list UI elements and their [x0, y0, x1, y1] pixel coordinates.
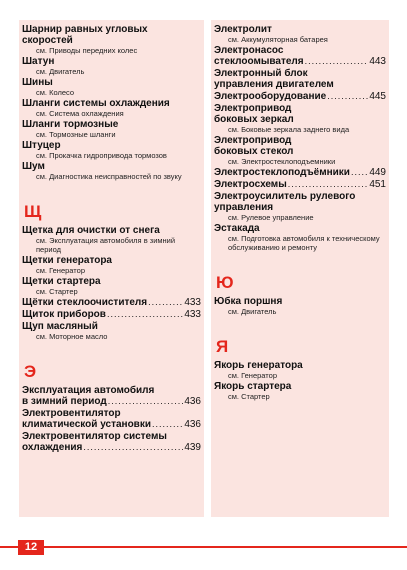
index-entry	[22, 385, 201, 407]
entry-reference: см. Моторное масло	[36, 332, 108, 341]
entry-title: Якорь стартера	[214, 381, 292, 392]
index-entry	[22, 98, 201, 118]
entry-reference: см. Генератор	[36, 266, 85, 275]
leader-dots	[148, 297, 183, 308]
entry-page: 436	[184, 396, 201, 407]
entry-title-cont: боковых зеркал	[214, 114, 294, 125]
entry-title: Электровентилятор	[22, 408, 121, 419]
entry-title: Электростеклоподъёмники	[214, 167, 350, 178]
entry-reference: см. Аккумуляторная батарея	[228, 35, 328, 44]
entry-reference: см. Система охлаждения	[36, 109, 124, 118]
entry-title-cont: охлаждения	[22, 442, 83, 453]
section-letter: Я	[216, 337, 229, 356]
entry-title-cont: в зимний период	[22, 396, 107, 407]
entry-title-cont: боковых стекол	[214, 146, 294, 157]
index-entry	[22, 161, 201, 181]
index-entry-line	[22, 309, 201, 320]
index-entry-line	[22, 297, 201, 308]
entry-page: 433	[184, 309, 201, 320]
index-entry	[22, 77, 201, 97]
page-number: 12	[18, 540, 44, 555]
index-entry	[214, 24, 386, 44]
index-entry-line	[22, 442, 201, 453]
entry-title: Электровентилятор системы	[22, 431, 167, 442]
index-entry	[22, 276, 201, 296]
entry-title: Электрооборудование	[214, 91, 327, 102]
entry-title: Щетки генератора	[22, 255, 112, 266]
entry-title-cont: климатической установки	[22, 419, 151, 430]
entry-title: Щётки стеклоочистителя	[22, 297, 148, 308]
index-entry	[22, 56, 201, 76]
entry-title: Штуцер	[22, 140, 61, 151]
entry-title: Электропривод	[214, 135, 292, 146]
entry-title-cont: стеклоомывателя	[214, 56, 304, 67]
section-gap	[22, 182, 201, 196]
index-column-left	[19, 20, 204, 517]
index-entry	[214, 45, 386, 67]
entry-title: Щетка для очистки от снега	[22, 225, 160, 236]
entry-page: 449	[369, 167, 386, 178]
index-entry-line	[22, 419, 201, 430]
index-list-right	[211, 20, 389, 401]
section-letter: Э	[24, 362, 37, 381]
entry-reference: см. Стартер	[36, 287, 78, 296]
entry-title: Электропривод	[214, 103, 292, 114]
entry-reference: см. Подготовка автомобиля к техническому обслуживанию и ремонту	[228, 234, 380, 252]
entry-reference: см. Колесо	[36, 88, 75, 97]
entry-title: Шарнир равных угловых скоростей	[22, 24, 148, 46]
entry-reference: см. Боковые зеркала заднего вида	[228, 125, 350, 134]
leader-dots	[83, 442, 183, 453]
index-entry-line	[22, 396, 201, 407]
index-entry	[214, 360, 386, 380]
entry-title-cont: управления двигателем	[214, 79, 334, 90]
index-entry	[22, 140, 201, 160]
entry-title: Эксплуатация автомобиля	[22, 385, 155, 396]
entry-reference: см. Генератор	[228, 371, 277, 380]
footer-rule	[0, 546, 407, 548]
section-letter: Ю	[216, 273, 234, 292]
index-column-right	[211, 20, 389, 517]
index-entry-line	[214, 91, 386, 102]
entry-title-cont: управления	[214, 202, 274, 213]
entry-page: 436	[184, 419, 201, 430]
leader-dots	[327, 91, 368, 102]
index-entry	[214, 381, 386, 401]
index-entry	[22, 309, 201, 320]
index-entry	[22, 431, 201, 453]
leader-dots	[351, 167, 368, 178]
index-entry	[22, 119, 201, 139]
entry-title: Электронный блок	[214, 68, 308, 79]
index-entry-line	[214, 179, 386, 190]
entry-page: 445	[369, 91, 386, 102]
index-entry	[214, 91, 386, 102]
entry-title: Юбка поршня	[214, 296, 283, 307]
entry-title: Эстакада	[214, 223, 260, 234]
index-entry	[22, 321, 201, 341]
index-entry	[22, 297, 201, 308]
entry-title: Электролит	[214, 24, 272, 35]
leader-dots	[107, 309, 183, 320]
section-letter: Щ	[24, 202, 42, 221]
entry-title: Шум	[22, 161, 45, 172]
entry-title: Шатун	[22, 56, 55, 67]
entry-title: Щуп масляный	[22, 321, 98, 332]
index-entry	[214, 296, 386, 316]
index-entry	[214, 68, 386, 90]
entry-title: Электроусилитель рулевого	[214, 191, 356, 202]
index-entry	[22, 408, 201, 430]
leader-dots	[288, 179, 369, 190]
entry-reference: см. Двигатель	[36, 67, 85, 76]
index-entry	[214, 223, 386, 252]
entry-reference: см. Стартер	[228, 392, 270, 401]
entry-title: Щетки стартера	[22, 276, 101, 287]
index-entry	[214, 191, 386, 222]
section-gap	[214, 317, 386, 331]
index-entry	[214, 167, 386, 178]
section-gap	[214, 253, 386, 267]
entry-title: Электронасос	[214, 45, 284, 56]
index-entry	[22, 24, 201, 55]
entry-reference: см. Приводы передних колес	[36, 46, 138, 55]
entry-page: 433	[184, 297, 201, 308]
index-entry-line	[214, 56, 386, 67]
leader-dots	[108, 396, 184, 407]
index-entry	[214, 103, 386, 134]
leader-dots	[305, 56, 369, 67]
index-entry-line	[214, 167, 386, 178]
entry-reference: см. Электростеклоподъемники	[228, 157, 336, 166]
index-entry	[214, 135, 386, 166]
entry-title: Якорь генератора	[214, 360, 303, 371]
entry-reference: см. Эксплуатация автомобиля в зимний период	[36, 236, 176, 254]
entry-page: 443	[369, 56, 386, 67]
entry-title: Щиток приборов	[22, 309, 106, 320]
index-entry	[22, 255, 201, 275]
entry-page: 451	[369, 179, 386, 190]
entry-reference: см. Прокачка гидропривода тормозов	[36, 151, 167, 160]
entry-reference: см. Двигатель	[228, 307, 277, 316]
entry-title: Электросхемы	[214, 179, 287, 190]
index-entry	[22, 225, 201, 254]
entry-title: Шины	[22, 77, 53, 88]
section-gap	[22, 342, 201, 356]
entry-reference: см. Тормозные шланги	[36, 130, 116, 139]
index-entry	[214, 179, 386, 190]
index-list-left	[19, 20, 204, 453]
leader-dots	[152, 419, 183, 430]
entry-title: Шланги тормозные	[22, 119, 119, 130]
entry-page: 439	[184, 442, 201, 453]
entry-reference: см. Рулевое управление	[228, 213, 314, 222]
entry-title: Шланги системы охлаждения	[22, 98, 170, 109]
entry-reference: см. Диагностика неисправностей по звуку	[36, 172, 182, 181]
